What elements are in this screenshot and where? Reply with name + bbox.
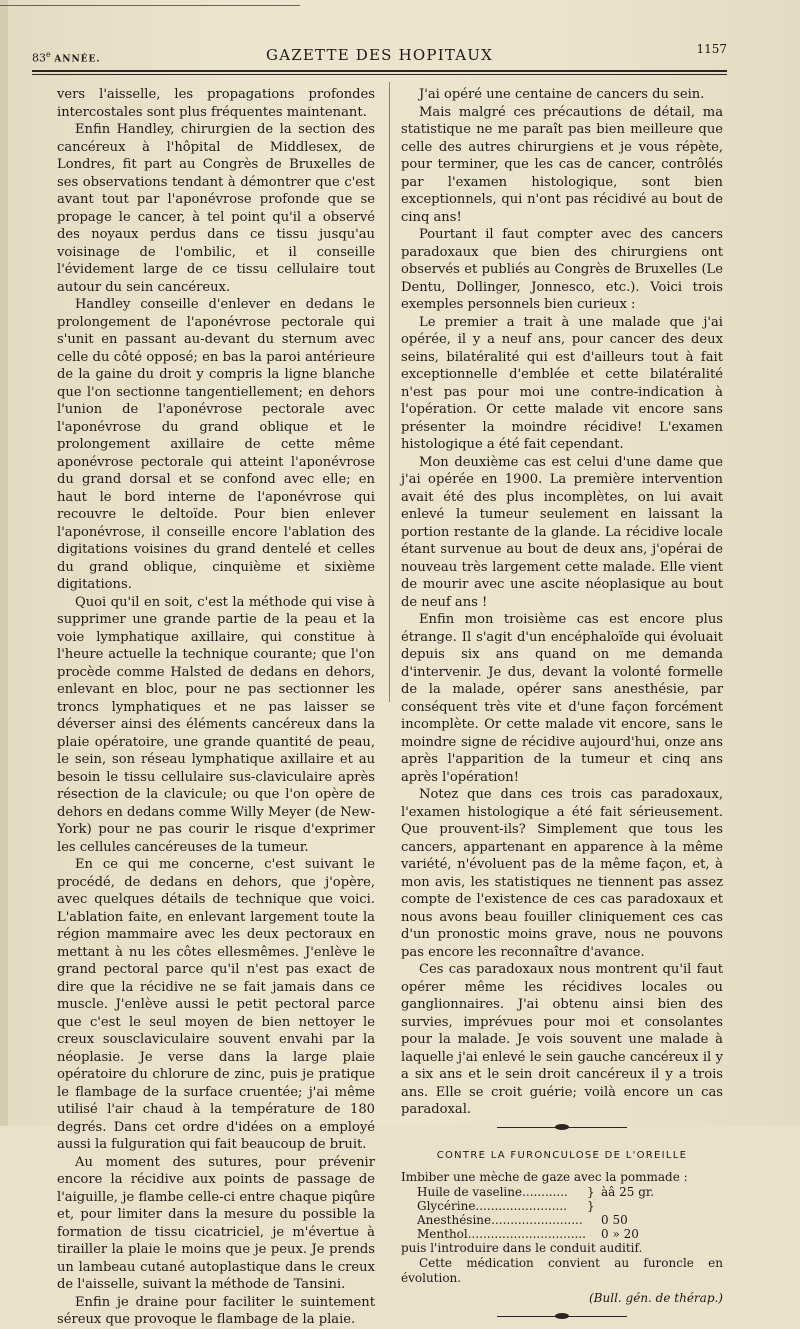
recipe-after: puis l'introduire dans le conduit auditif. — [401, 1241, 643, 1255]
paragraph: Mais malgré ces précautions de détail, ma statistique ne me paraît pas bien meilleure que celle des autres chirurgiens et je vous répète, pour terminer, que les cas de cancer, contrôlés par l'examen histologique, sont bien exceptionnels, qui n'ont pas récidivé au bout de cinq ans! — [401, 104, 723, 225]
recipe-list — [417, 1185, 723, 1241]
paragraph: Au moment des sutures, pour prévenir encore la récidive aux points de passage de l'aiguille, je flambe celle-ci entre chaque piqûre et, pour limiter dans la mesure du possible la formation de tissu cicatriciel, je m'évertue à tirailler la plaie le moins que je peux. Je prends un lambeau cutané autoplastique dans le creux de l'aisselle, suivant la méthode de Tansini. — [57, 1154, 375, 1292]
citation: (Bull. gén. de thérap.) — [589, 1291, 723, 1305]
year-suffix: e — [46, 50, 51, 59]
section-title: CONTRE LA FURONCULOSE DE L'OREILLE — [436, 1149, 688, 1161]
left-column — [57, 86, 375, 1329]
column-divider — [389, 82, 390, 702]
paragraph: Pourtant il faut compter avec des cancers paradoxaux que bien des chirurgiens ont observés et publiés au Congrès de Bruxelles (Le Dentu, Dollinger, Jonnesco, etc.). Voici trois exemples personnels bien curieux : — [401, 227, 723, 312]
section-ornament — [401, 1123, 723, 1133]
recipe-note: Cette médication convient au furoncle en évolution. — [401, 1256, 723, 1285]
recipe-row: Menthol............................... 0 » 20 — [417, 1227, 639, 1241]
journal-title: GAZETTE DES HOPITAUX — [266, 46, 493, 64]
page-spine — [0, 0, 8, 1126]
year-number: 83 — [32, 51, 46, 65]
paragraph: Quoi qu'il en soit, c'est la méthode qui vise à supprimer une grande partie de la peau et la voie lymphatique axillaire, qui constitue à l'heure actuelle la technique courante; que l'on procède comme Halsted de dedans en dehors, enlevant en bloc, pour ne pas sectionner les troncs lymphatiques et ne pas laisser se déverser ainsi des éléments cancéreux dans la plaie opératoire, une grande quantité de peau, le sein, son réseau lymphatique axillaire et au besoin le tissu cellulaire sus-claviculaire après résection de la clavicule; ou que l'on opère de dehors en dedans comme Willy Meyer (de New-York) pour ne pas courir le risque d'exprimer les cellules cancéreuses de la tumeur. — [57, 594, 375, 855]
paragraph: Le premier a trait à une malade que j'ai opérée, il y a neuf ans, pour cancer des deux seins, bilatéralité qui est d'ailleurs tout à fait exceptionnelle d'emblée et cette bilatéralité n'est pas pour moi une contre-indication à l'opération. Or cette malade vit encore sans présenter la moindre récidive! L'examen histologique a été fait cependant. — [401, 314, 723, 452]
end-ornament — [401, 1312, 723, 1322]
paragraph: vers l'aisselle, les propagations profondes intercostales sont plus fréquentes maintenant. — [57, 87, 375, 120]
recipe-row: Huile de vaseline............ } àâ 25 gr. — [417, 1185, 655, 1199]
recipe-row: Glycérine........................ } — [417, 1199, 595, 1213]
recipe-row: Anesthésine........................ 0 50 — [417, 1213, 628, 1227]
paragraph: Mon deuxième cas est celui d'une dame que j'ai opérée en 1900. La première intervention avait été des plus incomplètes, on lui avait enlevé la tumeur seulement en laissant la portion restante de la glande. La récidive locale étant survenue au bout de deux ans, j'opérai de nouveau très largement cette malade. Elle vient de mourir avec une ascite néoplasique au bout de neuf ans ! — [401, 454, 723, 610]
paragraph: En ce qui me concerne, c'est suivant le procédé, de dedans en dehors, que j'opère, avec quelques détails de technique que voici. L'ablation faite, en enlevant largement toute la région mammaire avec les deux pectoraux en mettant à nu les côtes ellesmêmes. J'enlève le grand pectoral parce qu'il n'est pas exact de dire que la récidive ne se fait jamais dans ce muscle. J'enlève aussi le petit pectoral parce que c'est le seul moyen de bien nettoyer le creux sousclaviculaire souvent envahi par la néoplasie. Je verse dans la large plaie opératoire du chlorure de zinc, puis je pratique le flambage de la surface cruentée; j'ai même utilisé l'air chaud à la température de 180 degrés. Dans cet ordre d'idées on a employé aussi la fulguration qui fait beaucoup de bruit. — [57, 857, 375, 1152]
header-rule-thin — [32, 74, 727, 75]
page-header — [32, 42, 727, 66]
page-number: 1157 — [696, 42, 727, 56]
paragraph: Ces cas paradoxaux nous montrent qu'il faut opérer même les récidives locales ou ganglionnaires. J'ai obtenu ainsi bien des survies, imprévues pour moi et consolantes pour la malade. Je vois souvent une malade à laquelle j'ai enlevé le sein gauche cancéreux il y a six ans et le sein droit cancéreux il y a trois ans. Elle se croit guérie; voilà encore un cas paradoxal. — [401, 962, 723, 1117]
paragraph: Enfin mon troisième cas est encore plus étrange. Il s'agit d'un encéphaloïde qui évoluait depuis six ans quand on me demanda d'intervenir. Je dus, devant la volonté formelle de la malade, opérer sans anesthésie, par conséquent très vite et d'une façon forcément incomplète. Or cette malade vit encore, sans le moindre signe de récidive aujourd'hui, onze ans après l'apparition de la tumeur et cinq ans après l'opération! — [401, 612, 723, 785]
paragraph: J'ai opéré une centaine de cancers du sein. — [419, 87, 705, 102]
header-rule-thick — [32, 70, 727, 72]
recipe-intro: Imbiber une mèche de gaze avec la pommade : — [401, 1170, 688, 1184]
right-column — [401, 86, 723, 1326]
paragraph: Enfin Handley, chirurgien de la section des cancéreux à l'hôpital de Middlesex, de Londres, fit part au Congrès de Bruxelles de ses observations tendant à démontrer que c'est avant tout par l'aponévrose profonde que se propage le cancer, à tel point qu'il a observé des noyaux perdus dans ce tissu jusqu'au voisinage de l'ombilic, et il conseille l'évidement large de ce tissu cellulaire tout autour du sein cancéreux. — [57, 122, 375, 295]
paragraph: Notez que dans ces trois cas paradoxaux, l'examen histologique a été fait sérieusement. Que prouvent-ils? Simplement que tous les cancers, appartenant en apparence à la même variété, n'évoluent pas de la même façon, et, à mon avis, les statistiques ne tiennent pas assez compte de l'existence de ces cas paradoxaux et nous avons beau fouiller cliniquement ces cas d'un pronostic moins grave, nous ne pouvons pas encore les reconnaître d'avance. — [401, 787, 723, 960]
top-edge-line — [0, 5, 300, 6]
paragraph: Handley conseille d'enlever en dedans le prolongement de l'aponévrose pectorale qui s'unit en passant au-devant du sternum avec celle du côté opposé; en bas la paroi antérieure de la gaine du droit y compris la ligne blanche que l'on sectionne tangentiellement; en dehors l'union de l'aponévrose pectorale avec l'aponévrose du grand oblique et le prolongement axillaire de cette même aponévrose pectorale qui atteint l'aponévrose du grand dorsal et se confond avec elle; en haut le bord interne de l'aponévrose qui recouvre le deltoïde. Pour bien enlever l'aponévrose, il conseille encore l'ablation des digitations voisines du grand dentelé et celles du grand oblique, cinquième et sixième digitations. — [57, 297, 375, 592]
paragraph: Enfin je draine pour faciliter le suintement séreux que provoque le flambage de la plaie. — [57, 1294, 375, 1327]
year-word: ANNÉE. — [54, 54, 101, 65]
